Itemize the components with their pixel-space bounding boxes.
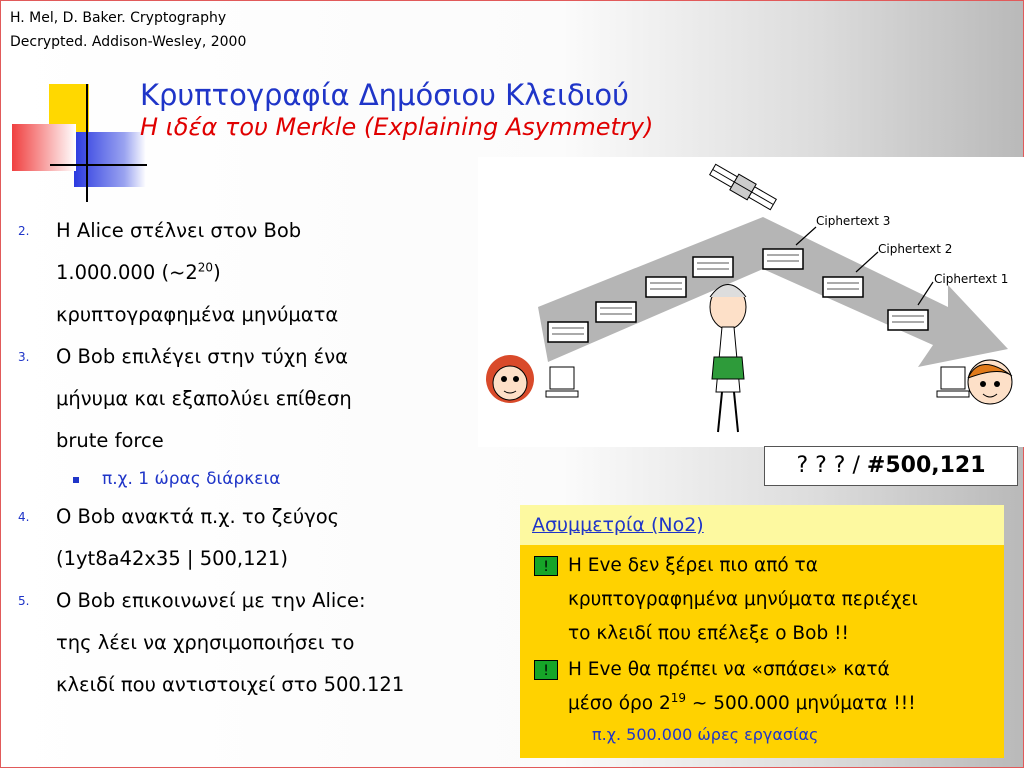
slide-subtitle: Η ιδέα του Merkle (Explaining Asymmetry)	[140, 113, 654, 141]
ciphertext-1-label: Ciphertext 1	[934, 272, 1009, 286]
item-number: 5.	[18, 594, 30, 608]
item-number: 4.	[18, 510, 30, 524]
counter-prefix: ? ? ? /	[796, 453, 867, 478]
box-footer: π.χ. 500.000 ώρες εργασίας	[592, 725, 819, 744]
slide-title: Κρυπτογραφία Δημόσιου Κλειδιού	[140, 78, 629, 112]
counter-value: #500,121	[866, 453, 986, 478]
box-item	[520, 653, 1004, 721]
sub-list-item: π.χ. 1 ώρας διάρκεια	[18, 462, 468, 496]
list-item	[18, 580, 468, 706]
item-line: της λέει να χρησιμοποιήσει το	[56, 631, 355, 654]
list-item	[18, 336, 468, 462]
transmission-arrow	[538, 217, 1008, 367]
item-line: Η Alice στέλνει στον Bob	[56, 219, 302, 242]
decorative-logo	[12, 84, 147, 204]
list-item	[18, 496, 468, 580]
item-line: Ο Bob επικοινωνεί με την Alice:	[56, 589, 366, 612]
list-item	[18, 210, 468, 336]
item-line: μήνυμα και εξαπολύει επίθεση	[56, 387, 352, 410]
computer-icon	[937, 367, 969, 397]
item-line: 1.000.000 $(\sim 2^{20})$	[56, 260, 221, 284]
asymmetry-box	[520, 505, 1004, 758]
computer-icon	[546, 367, 578, 397]
bullet-list	[18, 210, 468, 706]
bob-figure	[968, 360, 1012, 404]
exclamation-icon: !	[534, 660, 558, 680]
ciphertext-block	[596, 302, 636, 322]
merkle-illustration	[478, 157, 1024, 447]
message-counter	[764, 446, 1018, 486]
citation-line-1: H. Mel, D. Baker. Cryptography	[10, 10, 227, 26]
box-item	[520, 549, 1004, 651]
box-item-line: Η Eve θα πρέπει να «σπάσει» κατά	[568, 659, 890, 680]
ciphertext-block	[823, 277, 863, 297]
item-number: 3.	[18, 350, 30, 364]
box-item-line: κρυπτογραφημένα μηνύματα περιέχει	[568, 589, 918, 610]
title-block	[140, 78, 653, 142]
item-line: (1yt8a42x35 | 500,121)	[56, 547, 288, 570]
item-line: brute force	[56, 429, 164, 452]
item-line: Ο Bob επιλέγει στην τύχη ένα	[56, 345, 348, 368]
square-bullet-icon	[73, 477, 79, 483]
satellite-icon	[708, 162, 778, 213]
citation	[10, 6, 246, 54]
ciphertext-2-label: Ciphertext 2	[878, 242, 953, 256]
ciphertext-block	[548, 322, 588, 342]
item-line: κλειδί που αντιστοιχεί στο 500.121	[56, 673, 405, 696]
exclamation-icon: !	[534, 556, 558, 576]
ciphertext-3-label: Ciphertext 3	[816, 214, 891, 228]
box-item-line: μέσο όρο $2^{19}$ ~ 500.000 μηνύματα !!!	[568, 690, 916, 714]
citation-line-2: Decrypted. Addison-Wesley, 2000	[10, 34, 247, 50]
alice-figure	[486, 355, 534, 403]
item-line: κρυπτογραφημένα μηνύματα	[56, 303, 339, 326]
ciphertext-block	[763, 249, 803, 269]
item-line: Ο Bob ανακτά π.χ. το ζεύγος	[56, 505, 340, 528]
box-item-line: το κλειδί που επέλεξε ο Bob !!	[568, 623, 849, 644]
ciphertext-block	[646, 277, 686, 297]
eve-figure	[710, 285, 746, 433]
box-item-line: Η Eve δεν ξέρει πιο από τα	[568, 555, 818, 576]
ciphertext-block	[888, 310, 928, 330]
box-heading: Ασυμμετρία (Νο2)	[520, 505, 1004, 545]
ciphertext-block	[693, 257, 733, 277]
item-number: 2.	[18, 224, 30, 238]
